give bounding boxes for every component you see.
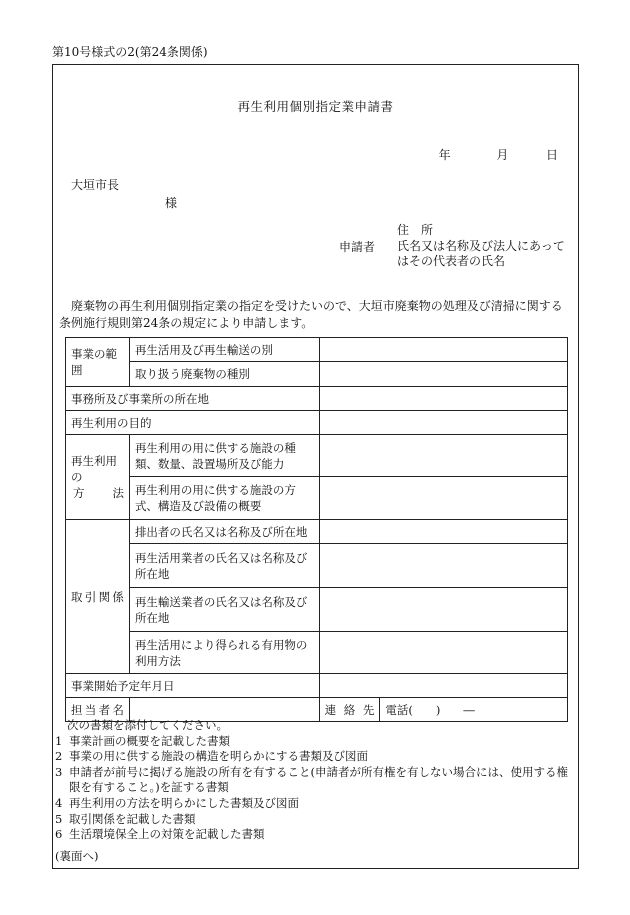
addressee-honorific: 様 bbox=[165, 196, 178, 210]
attachment-text: 申請者が前号に掲げる施設の所有を有すること(申請者が所有権を有しない場合には、使用する権限を有すること。)を証する書類 bbox=[69, 764, 568, 795]
transactions-item-2: 再生活用業者の氏名又は名称及び所在地 bbox=[129, 544, 319, 588]
applicant-fields bbox=[397, 223, 565, 270]
purpose-label: 再生利用の目的 bbox=[66, 411, 320, 435]
list-item bbox=[53, 812, 572, 828]
table-row bbox=[66, 588, 568, 632]
list-item bbox=[53, 734, 572, 750]
back-page-note: (裏面へ) bbox=[55, 849, 99, 863]
business-scope-label: 事業の範囲 bbox=[66, 338, 130, 387]
business-scope-value-1[interactable] bbox=[319, 338, 567, 362]
applicant-address-label: 住 所 bbox=[397, 223, 434, 237]
purpose-value[interactable] bbox=[319, 411, 567, 435]
method-item-1: 再生利用の用に供する施設の種類、数量、設置場所及び能力 bbox=[129, 435, 319, 477]
table-row bbox=[66, 674, 568, 698]
attachment-text: 事業の用に供する施設の構造を明らかにする書類及び図面 bbox=[69, 749, 368, 764]
transactions-value-1[interactable] bbox=[319, 520, 567, 544]
attachment-number: 3 bbox=[55, 764, 63, 779]
transactions-item-3: 再生輸送業者の氏名又は名称及び所在地 bbox=[129, 588, 319, 632]
method-label-char-2: 法 bbox=[112, 486, 124, 500]
applicant-label: 申請者 bbox=[339, 240, 376, 254]
phone-field[interactable]: 電話( ) ― bbox=[380, 698, 568, 722]
table-row bbox=[66, 362, 568, 387]
list-item bbox=[53, 765, 572, 796]
business-scope-value-2[interactable] bbox=[319, 362, 567, 387]
attachment-text: 事業計画の概要を記載した書類 bbox=[69, 733, 230, 748]
form-number: 第10号様式の2(第24条関係) bbox=[52, 45, 208, 59]
method-value-1[interactable] bbox=[319, 435, 567, 477]
method-label bbox=[66, 435, 130, 520]
addressee-name: 大垣市長 bbox=[71, 178, 120, 192]
table-row bbox=[66, 520, 568, 544]
attachment-number: 5 bbox=[55, 811, 63, 826]
transactions-value-4[interactable] bbox=[319, 632, 567, 674]
method-label-char-1: 方 bbox=[73, 486, 85, 500]
table-row bbox=[66, 632, 568, 674]
table-row bbox=[66, 411, 568, 435]
date-line bbox=[439, 147, 558, 163]
form-title: 再生利用個別指定業申請書 bbox=[237, 99, 394, 114]
table-row bbox=[66, 435, 568, 477]
contact-person-label: 担当者名 bbox=[66, 698, 130, 722]
attachment-number: 1 bbox=[55, 733, 63, 748]
attachment-number: 2 bbox=[55, 749, 63, 764]
day-label: 日 bbox=[545, 148, 558, 162]
table-row bbox=[66, 387, 568, 411]
application-form bbox=[52, 64, 579, 869]
business-scope-item-2: 取り扱う廃棄物の種別 bbox=[129, 362, 319, 387]
list-item bbox=[53, 749, 572, 765]
transactions-item-4: 再生活用により得られる有用物の利用方法 bbox=[129, 632, 319, 674]
method-label-line-1: 再生利用の bbox=[71, 454, 117, 484]
attachment-text: 生活環境保全上の対策を記載した書類 bbox=[69, 827, 265, 842]
attachment-number: 6 bbox=[55, 827, 63, 842]
attachments-section bbox=[53, 718, 572, 843]
contact-label: 連絡先 bbox=[319, 698, 380, 722]
start-date-value[interactable] bbox=[319, 674, 567, 698]
list-item bbox=[53, 796, 572, 812]
table-row bbox=[66, 338, 568, 362]
office-location-label: 事務所及び事業所の所在地 bbox=[66, 387, 320, 411]
attachments-lead: 次の書類を添付してください。 bbox=[67, 718, 228, 732]
transactions-item-1: 排出者の氏名又は名称及び所在地 bbox=[129, 520, 319, 544]
transactions-value-2[interactable] bbox=[319, 544, 567, 588]
applicant-name-label-1: 氏名又は名称及び法人にあって bbox=[397, 238, 565, 253]
table-row bbox=[66, 544, 568, 588]
transactions-label: 取引関係 bbox=[66, 520, 130, 674]
intro-text: 廃棄物の再生利用個別指定業の指定を受けたいので、大垣市廃棄物の処理及び清掃に関する条例施行規則第24条の規定により申請します。 bbox=[59, 299, 563, 330]
year-label: 年 bbox=[438, 148, 451, 162]
method-item-2: 再生利用の用に供する施設の方式、構造及び設備の概要 bbox=[129, 477, 319, 520]
attachment-text: 再生利用の方法を明らかにした書類及び図面 bbox=[69, 795, 299, 810]
start-date-label: 事業開始予定年月日 bbox=[66, 674, 320, 698]
business-scope-item-1: 再生活用及び再生輸送の別 bbox=[129, 338, 319, 362]
method-value-2[interactable] bbox=[319, 477, 567, 520]
list-item bbox=[53, 827, 572, 843]
office-location-value[interactable] bbox=[319, 387, 567, 411]
attachment-text: 取引関係を記載した書類 bbox=[69, 811, 196, 826]
applicant-name-label-2: はその代表者の氏名 bbox=[397, 254, 506, 268]
transactions-value-3[interactable] bbox=[319, 588, 567, 632]
table-row bbox=[66, 477, 568, 520]
attachment-number: 4 bbox=[55, 795, 63, 810]
month-label: 月 bbox=[496, 148, 509, 162]
application-table bbox=[65, 337, 568, 722]
